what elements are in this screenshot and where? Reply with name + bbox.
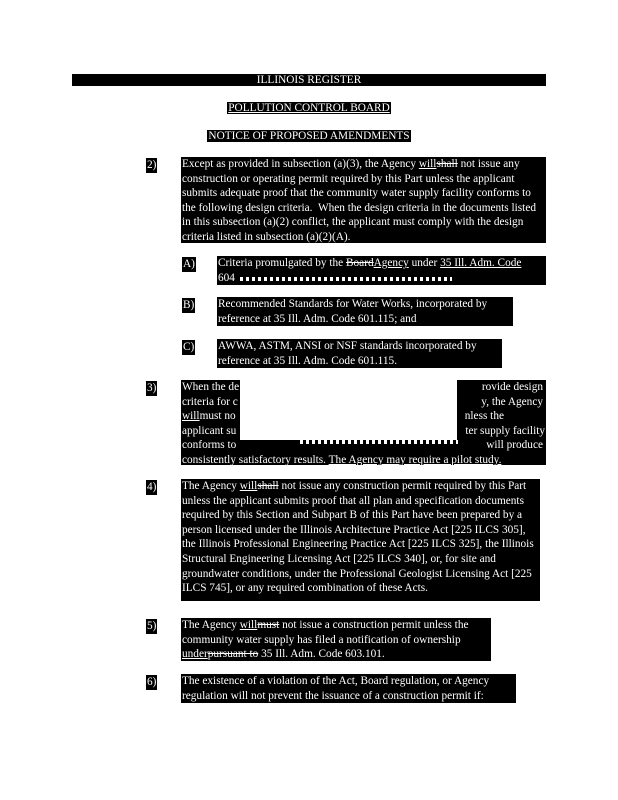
subitem-c-label: C) xyxy=(183,341,195,353)
item-6-label: 6) xyxy=(147,676,157,688)
board-title: POLLUTION CONTROL BOARD xyxy=(228,102,390,114)
subitem-c-paragraph: AWWA, ASTM, ANSI or NSF standards incorporated by reference at 35 Ill. Adm. Code 601.115. xyxy=(217,339,502,368)
item-6-paragraph: The existence of a violation of the Act, Board regulation, or Agency regulation will not prevent the issuance of a construction permit if: xyxy=(181,674,516,703)
item-5-paragraph: The Agency willmust not issue a construction permit unless the community water supply has filed a notification of ownership underpursuant to 35 Ill. Adm. Code 603.101. xyxy=(181,618,491,661)
item-5-label: 5) xyxy=(147,620,157,632)
item-3-paragraph: When the de rovide design criteria for c y, the Agency willmust no nless the applicant su ter supply facility conforms to will produce consistently satisfactory results. The Agency may require a pilot study. xyxy=(182,381,545,466)
item-3-label: 3) xyxy=(147,382,157,394)
item-2-label: 2) xyxy=(147,159,157,171)
subitem-a-redaction-dots xyxy=(240,277,452,281)
subitem-a-label: A) xyxy=(183,258,195,270)
item-4-label: 4) xyxy=(147,481,157,493)
register-title: ILLINOIS REGISTER xyxy=(256,74,362,86)
item-3-redaction-dots xyxy=(300,440,458,444)
subitem-b-label: B) xyxy=(183,299,195,311)
subitem-a-paragraph: Criteria promulgated by the BoardAgency under 35 Ill. Adm. Code 604 xyxy=(217,256,546,285)
notice-title: NOTICE OF PROPOSED AMENDMENTS xyxy=(208,130,410,142)
item-2-paragraph: Except as provided in subsection (a)(3), the Agency willshall not issue any construction or operating permit required by this Part unless the applicant submits adequate proof that the community water supply facility conforms to the following design criteria. When the design criteria in the documents listed in this subsection (a)(2) conflict, the applicant must comply with the design criteria listed in subsection (a)(2)(A). xyxy=(181,157,546,243)
item-3-redaction xyxy=(240,380,457,440)
subitem-b-paragraph: Recommended Standards for Water Works, incorporated by reference at 35 Ill. Adm. Code 601.115; and xyxy=(217,297,513,326)
item-4-paragraph: The Agency willshall not issue any construction permit required by this Part unless the applicant submits proof that all plan and specification documents required by this Section and Subpart B of this Part have been prepared by a person licensed under the Illinois Architecture Practice Act [225 ILCS 305], the Illinois Professional Engineering Practice Act [225 ILCS 325], the Illinois Structural Engineering Licensing Act [225 ILCS 340], or, for site and groundwater conditions, under the Professional Geologist Licensing Act [225 ILCS 745], or any required combination of these Acts. xyxy=(181,479,540,601)
